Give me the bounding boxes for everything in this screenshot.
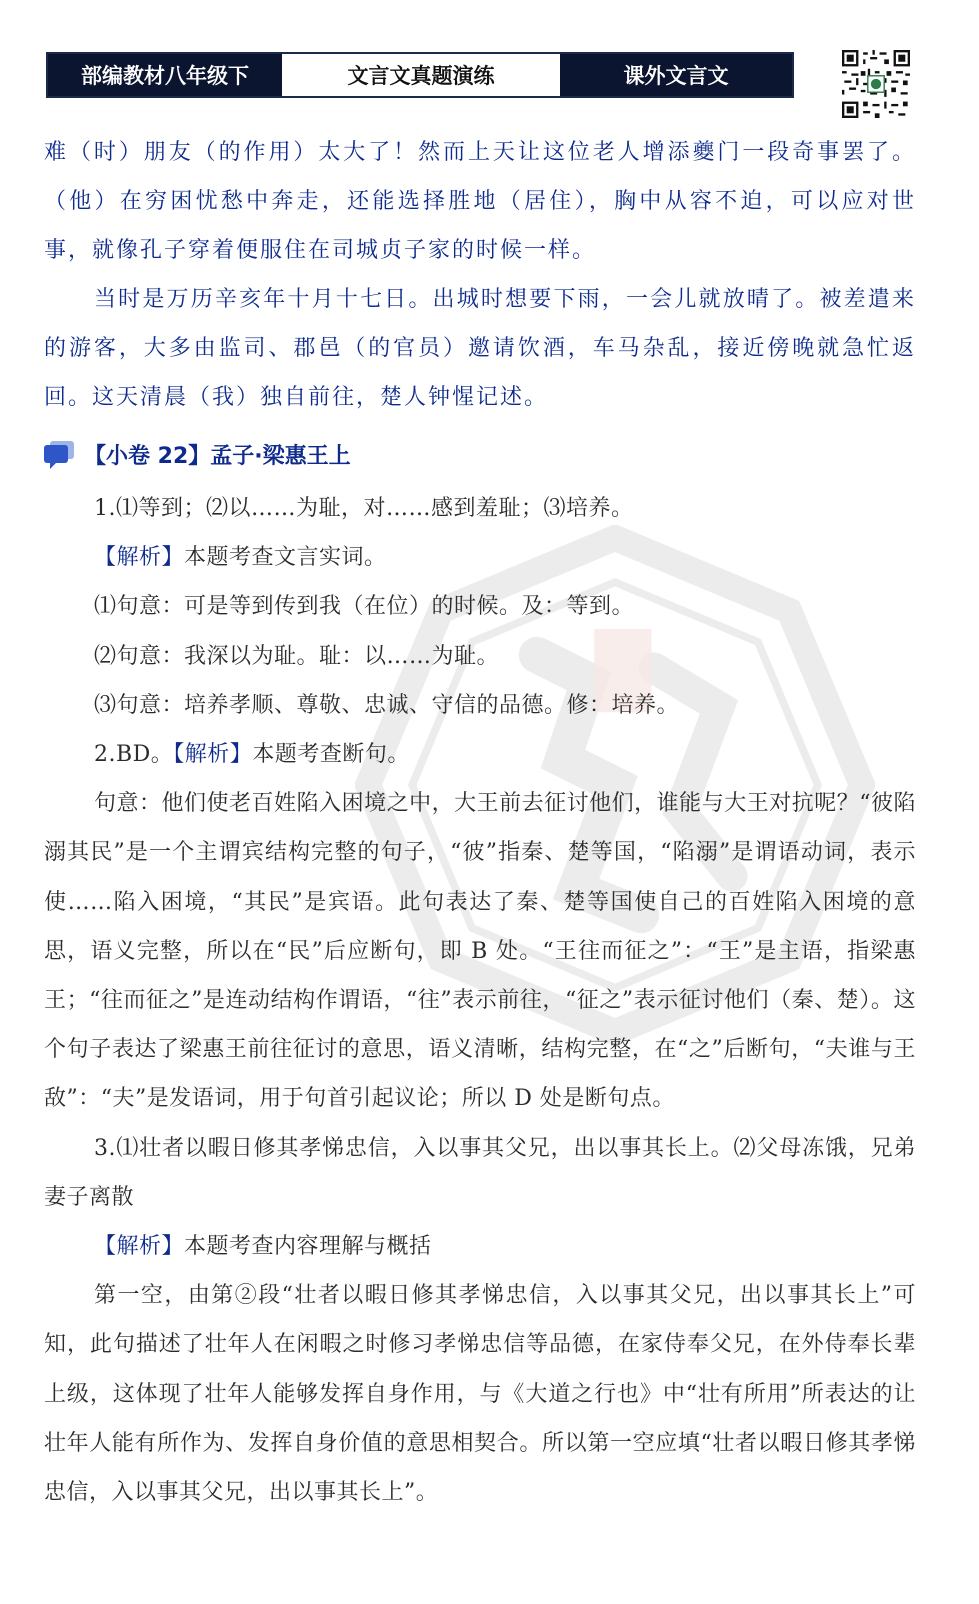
header-topic-label: 文言文真题演练: [282, 54, 560, 96]
analysis-note: 本题考查断句。: [252, 742, 410, 768]
answer-1-analysis: [44, 533, 916, 582]
analysis-tag: 【解析】: [94, 1234, 185, 1260]
answer-1-sentence-3: ⑶句意：培养孝顺、尊敬、忠诚、守信的品德。修：培养。: [94, 692, 680, 718]
answer-1-sentence-2: ⑵句意：我深以为耻。耻：以……为耻。: [94, 643, 500, 669]
header-category-label: 课外文言文: [560, 54, 792, 96]
answer-2-body: 句意：他们使老百姓陷入困境之中，大王前去征讨他们，谁能与大王对抗呢？“彼陷溺其民”是一个主谓宾结构完整的句子，“彼”指秦、楚等国，“陷溺”是谓语动词，表示使……陷入困境，“其民”是宾语。此句表达了秦、楚等国使自己的百姓陷入困境的意思，语义完整，所以在“民”后应断句，即 B 处。“王往而征之”：“王”是主语，指梁惠王；“往而征之”是连动结构作谓语，“往”表示前往，“征之”表示征讨他们（秦、楚）。这个句子表达了梁惠王前往征讨的意思，语义清晰，结构完整，在“之”后断句，“夫谁与王敌”：“夫”是发语词，用于句首引起议论；所以 D 处是断句点。: [44, 791, 916, 1112]
answer-3-body: 第一空，由第②段“壮者以暇日修其孝悌忠信，入以事其父兄，出以事其长上”可知，此句描述了壮年人在闲暇之时修习孝悌忠信等品德，在家侍奉父兄，在外侍奉长辈上级，这体现了壮年人能够发挥自身作用，与《大道之行也》中“壮有所用”所表达的让壮年人能有所作为、发挥自身价值的意思相契合。所以第一空应填“壮者以暇日修其孝悌忠信，入以事其父兄，出以事其长上”。: [44, 1283, 916, 1506]
answer-2-head: 2.BD。: [94, 742, 174, 768]
answer-block: [44, 484, 916, 1517]
answer-1-sentence-1: ⑴句意：可是等到传到我（在位）的时候。及：等到。: [94, 594, 635, 620]
answer-3: 3.⑴壮者以暇日修其孝悌忠信，入以事其父兄，出以事其长上。⑵父母冻饿，兄弟妻子离散: [44, 1135, 916, 1210]
translation-paragraph-2: 当时是万历辛亥年十月十七日。出城时想要下雨，一会儿就放晴了。被差遣来的游客，大多由监司、郡邑（的官员）邀请饮酒，车马杂乱，接近傍晚就急忙返回。这天清晨（我）独自前往，楚人钟惺记述。: [44, 287, 916, 410]
answer-2: [44, 730, 916, 779]
section-heading: [44, 424, 916, 484]
analysis-note: 本题考查内容理解与概括: [184, 1234, 432, 1260]
page-header: [46, 52, 794, 98]
document-body: [44, 128, 916, 1517]
qr-code-icon: [842, 50, 910, 118]
section-title: 【小卷 22】孟子·梁惠王上: [84, 443, 351, 469]
translation-paragraph-1: 难（时）朋友（的作用）太大了！然而上天让这位老人增添夔门一段奇事罢了。（他）在穷困忧愁中奔走，还能选择胜地（居住），胸中从容不迫，可以应对世事，就像孔子穿着便服住在司城贞子家的时候一样。: [44, 140, 916, 263]
analysis-tag: 【解析】: [94, 545, 185, 571]
analysis-note: 本题考查文言实词。: [184, 545, 387, 571]
answer-1: 1.⑴等到；⑵以……为耻，对……感到羞耻；⑶培养。: [94, 496, 634, 521]
analysis-tag: 【解析】: [173, 742, 253, 768]
answer-3-analysis: [44, 1222, 916, 1271]
header-grade-label: 部编教材八年级下: [48, 54, 282, 96]
speech-bubble-icon: [44, 439, 76, 469]
